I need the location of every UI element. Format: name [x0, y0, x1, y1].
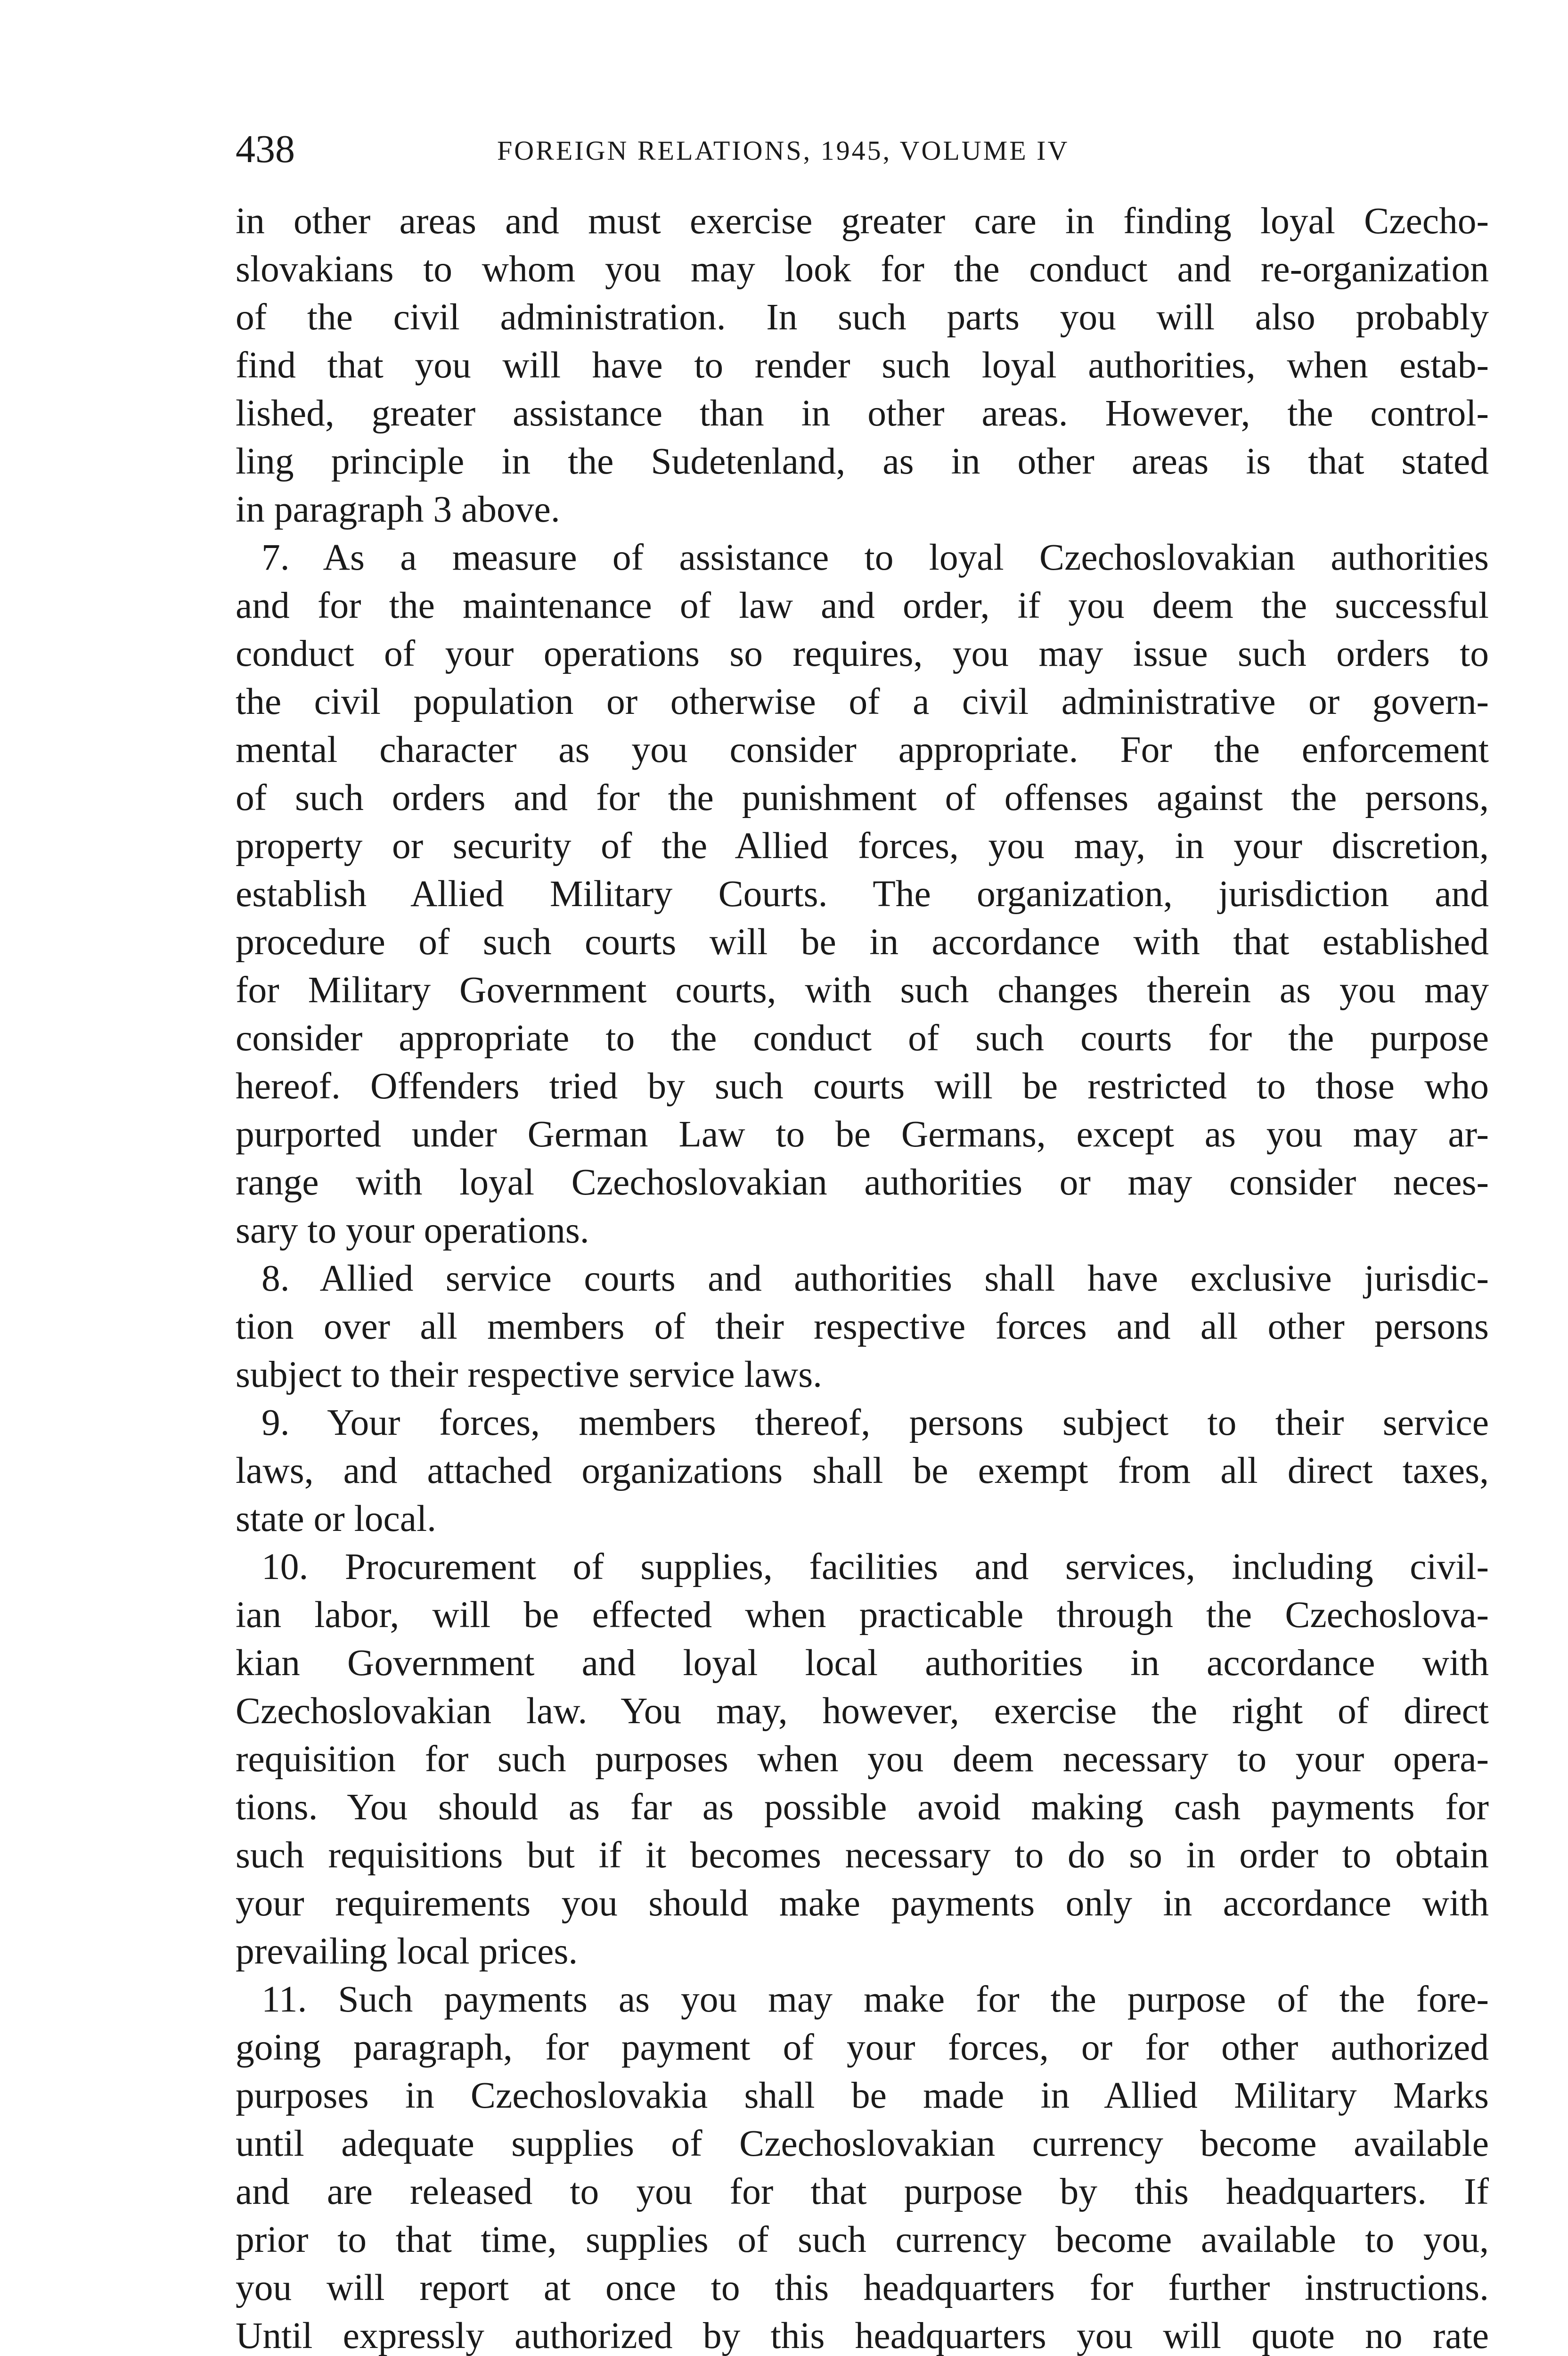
text-line: lished, greater assistance than in other areas. However, the control- [236, 393, 1489, 434]
text-line: ian labor, will be effected when practicable through the Czechoslova- [236, 1594, 1489, 1636]
text-line: Until expressly authorized by this headquarters you will quote no rate [236, 2315, 1489, 2356]
text-line: establish Allied Military Courts. The organization, jurisdiction and [236, 873, 1489, 915]
text-line: Czechoslovakian law. You may, however, exercise the right of direct [236, 1690, 1489, 1732]
paragraph-7 [236, 533, 1489, 1254]
text-line: the civil population or otherwise of a civil administrative or govern- [236, 681, 1489, 722]
text-line: going paragraph, for payment of your forces, or for other authorized [236, 2027, 1489, 2068]
paragraph-11 [236, 1975, 1489, 2356]
text-line: ling principle in the Sudetenland, as in other areas is that stated [236, 441, 1489, 482]
text-line: 11. Such payments as you may make for the purpose of the fore- [261, 1979, 1489, 2020]
text-line: your requirements you should make payments only in accordance with [236, 1882, 1489, 1924]
text-line: tions. You should as far as possible avoid making cash payments for [236, 1786, 1489, 1828]
text-line: property or security of the Allied forces, you may, in your discretion, [236, 825, 1489, 867]
text-line: sary to your operations. [236, 1210, 589, 1251]
text-line: purported under German Law to be Germans, except as you may ar- [236, 1113, 1489, 1155]
text-line: range with loyal Czechoslovakian authorities or may consider neces- [236, 1162, 1489, 1203]
body-text [236, 197, 1489, 2356]
text-line: tion over all members of their respective forces and all other persons [236, 1306, 1489, 1347]
text-line: consider appropriate to the conduct of such courts for the purpose [236, 1017, 1489, 1059]
paragraph-10 [236, 1543, 1489, 1975]
text-line: and are released to you for that purpose by this headquarters. If [236, 2171, 1489, 2212]
text-line: in paragraph 3 above. [236, 489, 560, 530]
text-line: until adequate supplies of Czechoslovakian currency become available [236, 2123, 1489, 2164]
text-line: prior to that time, supplies of such currency become available to you, [236, 2219, 1489, 2260]
text-line: you will report at once to this headquarters for further instructions. [236, 2267, 1489, 2308]
text-line: of the civil administration. In such parts you will also probably [236, 296, 1489, 338]
text-line: find that you will have to render such loyal authorities, when estab- [236, 344, 1489, 386]
running-head-title: FOREIGN RELATIONS, 1945, VOLUME IV [497, 135, 1070, 166]
text-line: mental character as you consider appropriate. For the enforcement [236, 729, 1489, 770]
paragraph-9 [236, 1399, 1489, 1543]
text-line: such requisitions but if it becomes necessary to do so in order to obtain [236, 1834, 1489, 1876]
text-line: slovakians to whom you may look for the conduct and re-organization [236, 248, 1489, 290]
text-line: 9. Your forces, members thereof, persons subject to their service [261, 1402, 1489, 1443]
text-line: and for the maintenance of law and order, if you deem the successful [236, 585, 1489, 626]
text-line: purposes in Czechoslovakia shall be made in Allied Military Marks [236, 2075, 1489, 2116]
text-line: prevailing local prices. [236, 1931, 578, 1972]
text-line: laws, and attached organizations shall be exempt from all direct taxes, [236, 1450, 1489, 1491]
paragraph-8 [236, 1254, 1489, 1399]
text-line: of such orders and for the punishment of offenses against the persons, [236, 777, 1489, 818]
text-line: 8. Allied service courts and authorities shall have exclusive jurisdic- [261, 1258, 1489, 1299]
text-line: conduct of your operations so requires, you may issue such orders to [236, 633, 1489, 674]
text-line: kian Government and loyal local authorities in accordance with [236, 1642, 1489, 1684]
text-line: 7. As a measure of assistance to loyal Czechoslovakian authorities [261, 537, 1489, 578]
text-line: hereof. Offenders tried by such courts will be restricted to those who [236, 1065, 1489, 1107]
text-line: 10. Procurement of supplies, facilities and services, including civil- [261, 1546, 1489, 1587]
text-line: requisition for such purposes when you deem necessary to your opera- [236, 1738, 1489, 1780]
text-line: state or local. [236, 1498, 437, 1539]
page-number: 438 [236, 127, 295, 171]
paragraph-continuation [236, 197, 1489, 533]
text-line: procedure of such courts will be in accordance with that established [236, 921, 1489, 963]
text-line: in other areas and must exercise greater care in finding loyal Czecho- [236, 200, 1489, 242]
running-head [236, 123, 1216, 175]
text-line: for Military Government courts, with such changes therein as you may [236, 969, 1489, 1011]
text-line: subject to their respective service laws. [236, 1354, 823, 1395]
